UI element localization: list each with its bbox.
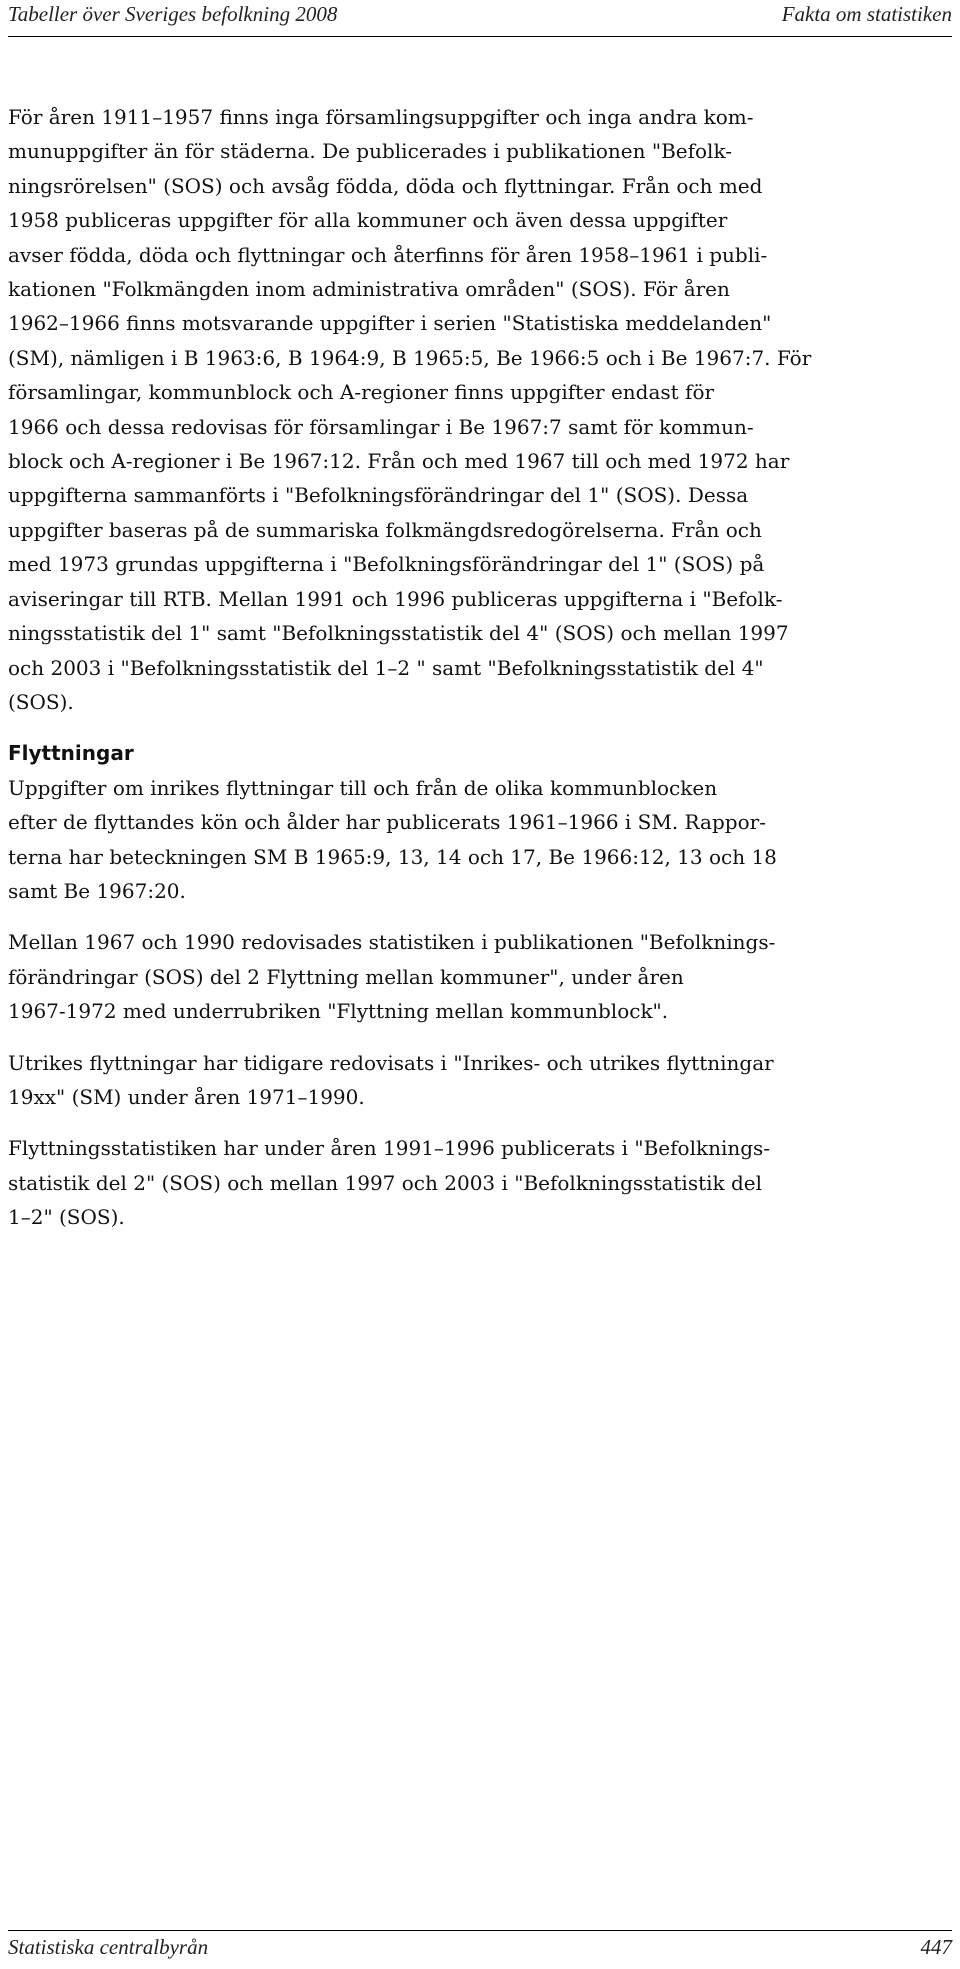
text-line: församlingar, kommunblock och A-regioner finns uppgifter endast för (8, 380, 715, 405)
text-line: munuppgifter än för städerna. De publicerades i publikationen "Befolk- (8, 139, 732, 164)
text-line: 1958 publiceras uppgifter för alla kommuner och även dessa uppgifter (8, 208, 728, 233)
body-text (8, 100, 938, 1235)
text-line: 1–2" (SOS). (8, 1205, 125, 1230)
paragraph-flyttningsstatistiken (8, 1131, 938, 1234)
text-line: statistik del 2" (SOS) och mellan 1997 och 2003 i "Befolkningsstatistik del (8, 1170, 763, 1195)
text-line: Mellan 1967 och 1990 redovisades statistiken i publikationen "Befolknings- (8, 930, 776, 955)
text-line: uppgifter baseras på de summariska folkmängdsredogörelserna. Från och (8, 517, 762, 542)
section-heading-flyttningar: Flyttningar (8, 741, 134, 766)
header-publication-title: Tabeller över Sveriges befolkning 2008 (8, 2, 338, 26)
text-line: uppgifterna sammanförts i "Befolkningsförändringar del 1" (SOS). Dessa (8, 483, 749, 508)
text-line: (SM), nämligen i B 1963:6, B 1964:9, B 1965:5, Be 1966:5 och i Be 1967:7. För (8, 345, 812, 370)
paragraph-utrikes-flyttningar (8, 1046, 938, 1115)
paragraph-inrikes-flyttningar (8, 771, 938, 909)
page-number: 447 (920, 1935, 952, 1959)
running-header (8, 0, 952, 37)
footer-publisher: Statistiska centralbyrån (8, 1935, 209, 1959)
text-line: ningsrörelsen" (SOS) och avsåg födda, döda och flyttningar. Från och med (8, 173, 763, 198)
text-line: förändringar (SOS) del 2 Flyttning mellan kommuner", under åren (8, 964, 684, 989)
text-line: avser födda, döda och flyttningar och återfinns för åren 1958–1961 i publi- (8, 242, 768, 267)
text-line: och 2003 i "Befolkningsstatistik del 1–2 " samt "Befolkningsstatistik del 4" (8, 655, 764, 680)
text-line: kationen "Folkmängden inom administrativa områden" (SOS). För åren (8, 277, 730, 302)
text-line: Flyttningsstatistiken har under åren 1991–1996 publicerats i "Befolknings- (8, 1136, 771, 1161)
text-line: Utrikes flyttningar har tidigare redovisats i "Inrikes- och utrikes flyttningar (8, 1050, 774, 1075)
text-line: block och A-regioner i Be 1967:12. Från och med 1967 till och med 1972 har (8, 449, 790, 474)
text-line: med 1973 grundas uppgifterna i "Befolkningsförändringar del 1" (SOS) på (8, 552, 765, 577)
text-line: 1966 och dessa redovisas för församlingar i Be 1967:7 samt för kommun- (8, 414, 754, 439)
header-section-title: Fakta om statistiken (781, 2, 952, 26)
text-line: ningsstatistik del 1" samt "Befolkningsstatistik del 4" (SOS) och mellan 1997 (8, 621, 789, 646)
text-line: efter de flyttandes kön och ålder har publicerats 1961–1966 i SM. Rappor- (8, 810, 766, 835)
text-line: 1967-1972 med underrubriken "Flyttning mellan kommunblock". (8, 999, 669, 1024)
text-line: (SOS). (8, 689, 74, 714)
text-line: samt Be 1967:20. (8, 878, 186, 903)
text-line: terna har beteckningen SM B 1965:9, 13, 14 och 17, Be 1966:12, 13 och 18 (8, 844, 777, 869)
text-line: aviseringar till RTB. Mellan 1991 och 1996 publiceras uppgifterna i "Befolk- (8, 586, 783, 611)
text-line: 1962–1966 finns motsvarande uppgifter i serien "Statistiska meddelanden" (8, 311, 772, 336)
text-line: Uppgifter om inrikes flyttningar till och från de olika kommunblocken (8, 775, 718, 800)
running-footer (8, 1930, 952, 1967)
paragraph-forsamlingsuppgifter (8, 100, 938, 719)
paragraph-befolkningsforandringar (8, 925, 938, 1028)
text-line: 19xx" (SM) under åren 1971–1990. (8, 1084, 365, 1109)
text-line: För åren 1911–1957 finns inga församlingsuppgifter och inga andra kom- (8, 105, 754, 129)
